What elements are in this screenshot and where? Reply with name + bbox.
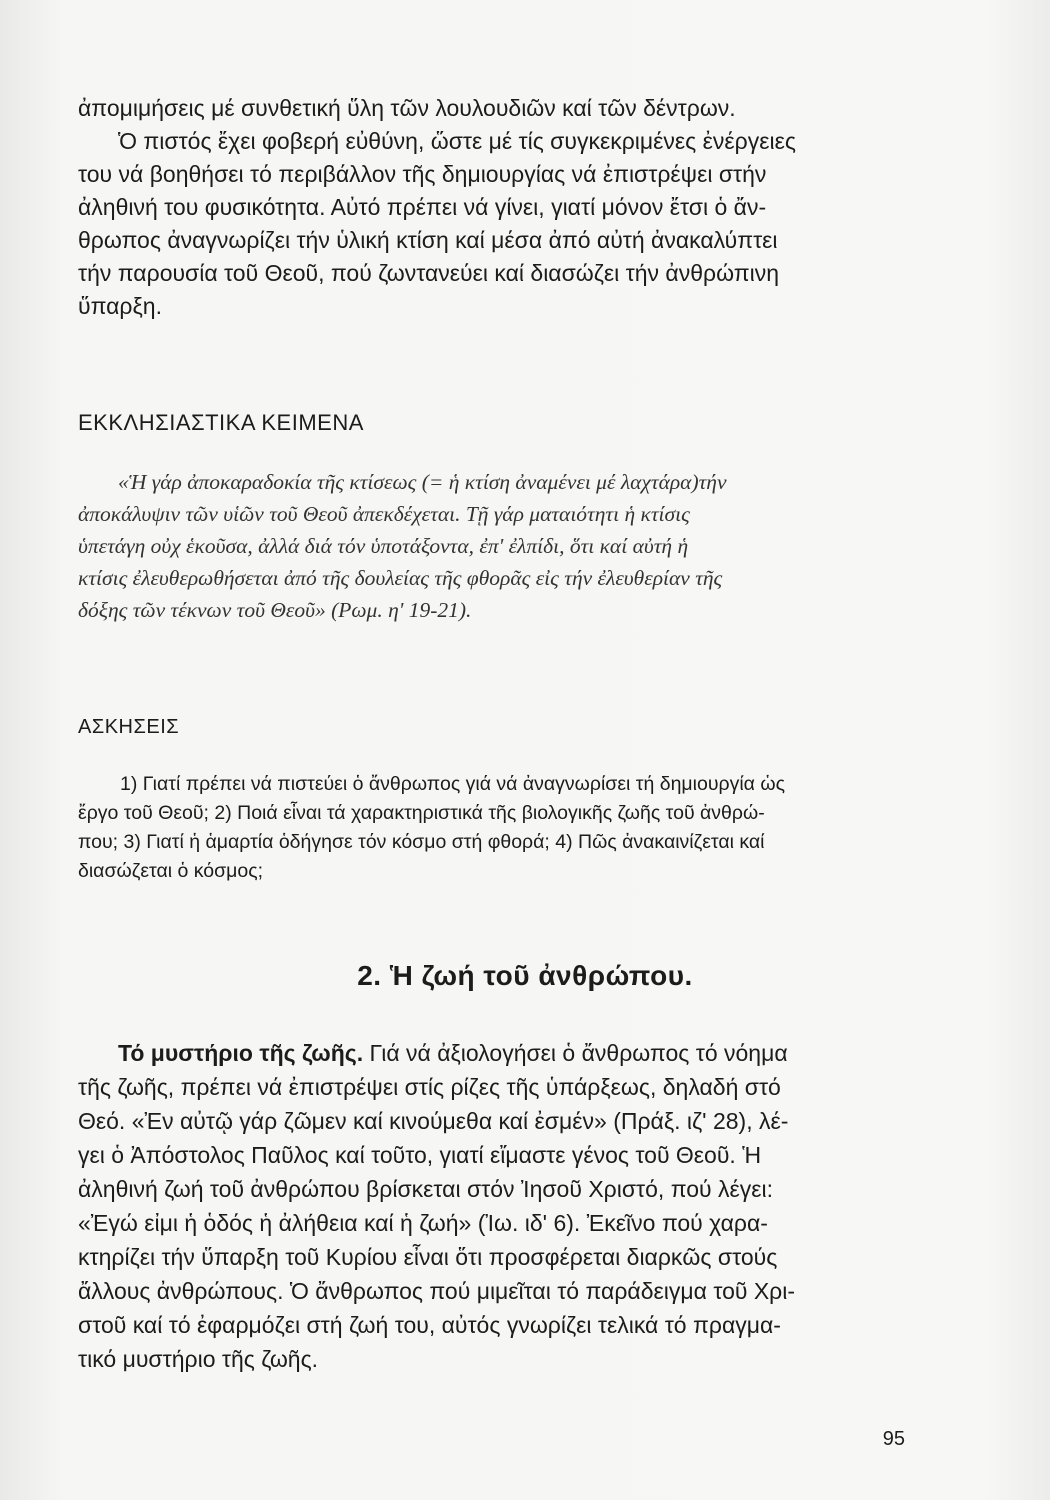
text-line: του νά βοηθήσει τό περιβάλλον τῆς δημιουργίας νά ἐπιστρέψει στήν — [78, 161, 767, 187]
church-texts-quote — [78, 466, 938, 626]
quote-line: ὑπετάγη οὐχ ἑκοῦσα, ἀλλά διά τόν ὑποτάξοντα, ἐπ' ἐλπίδι, ὅτι καί αὐτή ἡ — [78, 534, 689, 558]
page-number: 95 — [882, 1428, 905, 1450]
text-line: Θεό. «Ἐν αὐτῷ γάρ ζῶμεν καί κινούμεθα καί ἐσμέν» (Πράξ. ιζ' 28), λέ- — [78, 1108, 789, 1134]
text-line: γει ὁ Ἀπόστολος Παῦλος καί τοῦτο, γιατί εἴμαστε γένος τοῦ Θεοῦ. Ἡ — [78, 1142, 762, 1168]
quote-line: δόξης τῶν τέκνων τοῦ Θεοῦ» (Ρωμ. η' 19-21). — [78, 598, 472, 622]
exercise-line: 1) Γιατί πρέπει νά πιστεύει ὁ ἄνθρωπος γιά νά ἀναγνωρίσει τή δημιουργία ὡς — [120, 773, 785, 795]
life-paragraph — [78, 1036, 938, 1376]
quote-line: ἀποκάλυψιν τῶν υἱῶν τοῦ Θεοῦ ἀπεκδέχεται. Τῇ γάρ ματαιότητι ἡ κτίσις — [78, 502, 690, 526]
text-line: ἀληθινή ζωή τοῦ ἀνθρώπου βρίσκεται στόν Ἰησοῦ Χριστό, πού λέγει: — [78, 1176, 774, 1202]
text-line: Ὁ πιστός ἔχει φοβερή εὐθύνη, ὥστε μέ τίς συγκεκριμένες ἐνέργειες — [118, 128, 796, 154]
text-line: ἀληθινή του φυσικότητα. Αὐτό πρέπει νά γίνει, γιατί μόνον ἔτσι ὁ ἄν- — [78, 194, 767, 220]
text-line: ἀπομιμήσεις μέ συνθετική ὕλη τῶν λουλουδιῶν καί τῶν δέντρων. — [78, 95, 736, 121]
text-line: τῆς ζωῆς, πρέπει νά ἐπιστρέψει στίς ρίζες τῆς ὑπάρξεως, δηλαδή στό — [78, 1074, 781, 1100]
church-texts-heading: ΕΚΚΛΗΣΙΑΣΤΙΚΑ ΚΕΙΜΕΝΑ — [78, 410, 364, 435]
text-line: «Ἐγώ εἰμι ἡ ὁδός ἡ ἀλήθεια καί ἡ ζωή» (Ἰω. ιδ' 6). Ἐκεῖνο πού χαρα- — [78, 1210, 768, 1236]
text-line: ὕπαρξη. — [78, 293, 162, 319]
text-line: στοῦ καί τό ἐφαρμόζει στή ζωή του, αὐτός γνωρίζει τελικά τό πραγμα- — [78, 1312, 781, 1338]
text-line: τήν παρουσία τοῦ Θεοῦ, πού ζωντανεύει καί διασώζει τήν ἀνθρώπινη — [78, 260, 779, 286]
chapter-title: 2. Ἡ ζωή τοῦ ἀνθρώπου. — [357, 960, 693, 991]
exercises-heading: ΑΣΚΗΣΕΙΣ — [78, 716, 180, 738]
text-fragment: Γιά νά ἀξιολογήσει ὁ ἄνθρωπος τό νόημα — [363, 1040, 788, 1066]
section-lead: Τό μυστήριο τῆς ζωῆς. — [118, 1040, 364, 1066]
text-line: θρωπος ἀναγνωρίζει τήν ὑλική κτίση καί μέσα ἀπό αὐτή ἀνακαλύπτει — [78, 227, 778, 253]
text-line: τικό μυστήριο τῆς ζωῆς. — [78, 1346, 319, 1372]
quote-line: κτίσις ἐλευθερωθήσεται ἀπό τῆς δουλείας τῆς φθορᾶς εἰς τήν ἐλευθερίαν τῆς — [78, 566, 723, 590]
top-paragraph — [78, 92, 938, 323]
exercise-line: που; 3) Γιατί ἡ ἁμαρτία ὁδήγησε τόν κόσμο στή φθορά; 4) Πῶς ἀνακαινίζεται καί — [78, 831, 765, 853]
text-line: ἄλλους ἀνθρώπους. Ὁ ἄνθρωπος πού μιμεῖται τό παράδειγμα τοῦ Χρι- — [78, 1278, 796, 1304]
exercise-line: διασώζεται ὁ κόσμος; — [78, 860, 264, 882]
text-line — [78, 1036, 938, 1070]
exercises-text — [78, 770, 938, 886]
text-line: κτηρίζει τήν ὕπαρξη τοῦ Κυρίου εἶναι ὅτι προσφέρεται διαρκῶς στούς — [78, 1244, 778, 1270]
quote-line: «Ἡ γάρ ἀποκαραδοκία τῆς κτίσεως (= ἡ κτίση ἀναμένει μέ λαχτάρα)τήν — [118, 470, 727, 494]
exercise-line: ἔργο τοῦ Θεοῦ; 2) Ποιά εἶναι τά χαρακτηριστικά τῆς βιολογικῆς ζωῆς τοῦ ἀνθρώ- — [78, 802, 765, 824]
